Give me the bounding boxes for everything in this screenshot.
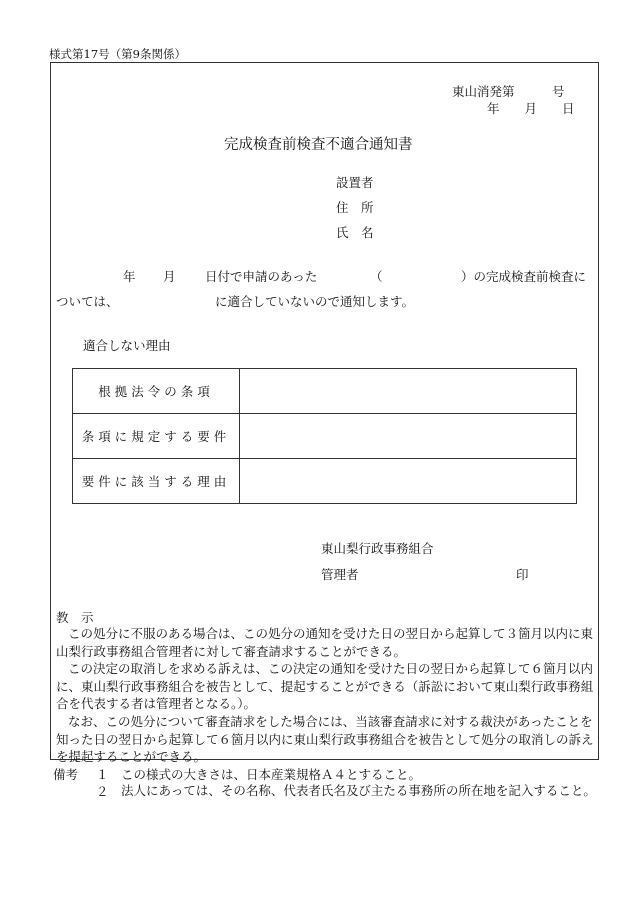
reason-label-applicable-reason: 要件に該当する理由 — [73, 459, 240, 504]
instruction-paragraph: この処分に不服のある場合は、この処分の通知を受けた日の翌日から起算して３箇月以内に東山梨行政事務組合管理者に対して審査請求することができる。 — [56, 626, 594, 659]
body-line2-start: ついては、 — [56, 294, 119, 309]
body-line2-end: に適合していないので通知します。 — [215, 294, 415, 309]
table-row — [73, 414, 577, 459]
body-date-text: 日付で申請のあった — [205, 269, 318, 284]
name-label: 氏 名 — [336, 225, 374, 240]
remark-number: ２ — [96, 784, 109, 799]
reason-value-requirement — [240, 414, 577, 459]
issuer-organization: 東山梨行政事務組合 — [321, 541, 434, 556]
reason-label-requirement: 条項に規定する要件 — [73, 414, 240, 459]
reason-label-legal-basis: 根拠法令の条項 — [73, 369, 240, 414]
body-year: 年 — [123, 269, 136, 284]
table-row — [73, 459, 577, 504]
body-month: 月 — [163, 269, 176, 284]
table-row — [73, 369, 577, 414]
reason-value-applicable-reason — [240, 459, 577, 504]
document-title: 完成検査前検査不適合通知書 — [224, 137, 413, 153]
instruction-body — [56, 625, 596, 766]
remark-text: 法人にあっては、その名称、代表者氏名及び主たる事務所の所在地を記入すること。 — [121, 783, 596, 798]
issuer-manager-label: 管理者 — [321, 567, 359, 582]
body-line1-close: ）の完成検査前検査に — [461, 269, 587, 284]
reason-heading: 適合しない理由 — [83, 338, 171, 353]
instruction-paragraph: なお、この処分について審査請求をした場合には、当該審査請求に対する裁決があったことを知った日の翌日から起算して６箇月以内に東山梨行政事務組合を被告として処分の取消しの訴えを提起することができる。 — [56, 713, 594, 765]
reason-value-legal-basis — [240, 369, 577, 414]
body-open-paren: （ — [370, 269, 383, 284]
reason-table — [72, 368, 577, 504]
notice-number-line: 東山消発第 号 — [452, 84, 565, 99]
remark-number: １ — [96, 767, 109, 782]
issuer-seal: 印 — [516, 567, 529, 582]
remarks-label: 備考 — [53, 767, 79, 782]
form-number: 様式第17号（第9条関係） — [49, 47, 186, 61]
instruction-paragraph: この決定の取消しを求める訴えは、この決定の通知を受けた日の翌日から起算して６箇月以内に、東山梨行政事務組合を被告として、提起することができる（訴訟において東山梨行政事務組合を代表する者は管理者となる。）。 — [56, 661, 594, 712]
notice-date-line: 年 月 日 — [487, 101, 575, 116]
instruction-heading: 教 示 — [56, 610, 94, 625]
address-label: 住 所 — [336, 200, 374, 215]
installer-label: 設置者 — [336, 175, 374, 190]
remark-text: この様式の大きさは、日本産業規格Ａ４とすること。 — [121, 767, 422, 782]
